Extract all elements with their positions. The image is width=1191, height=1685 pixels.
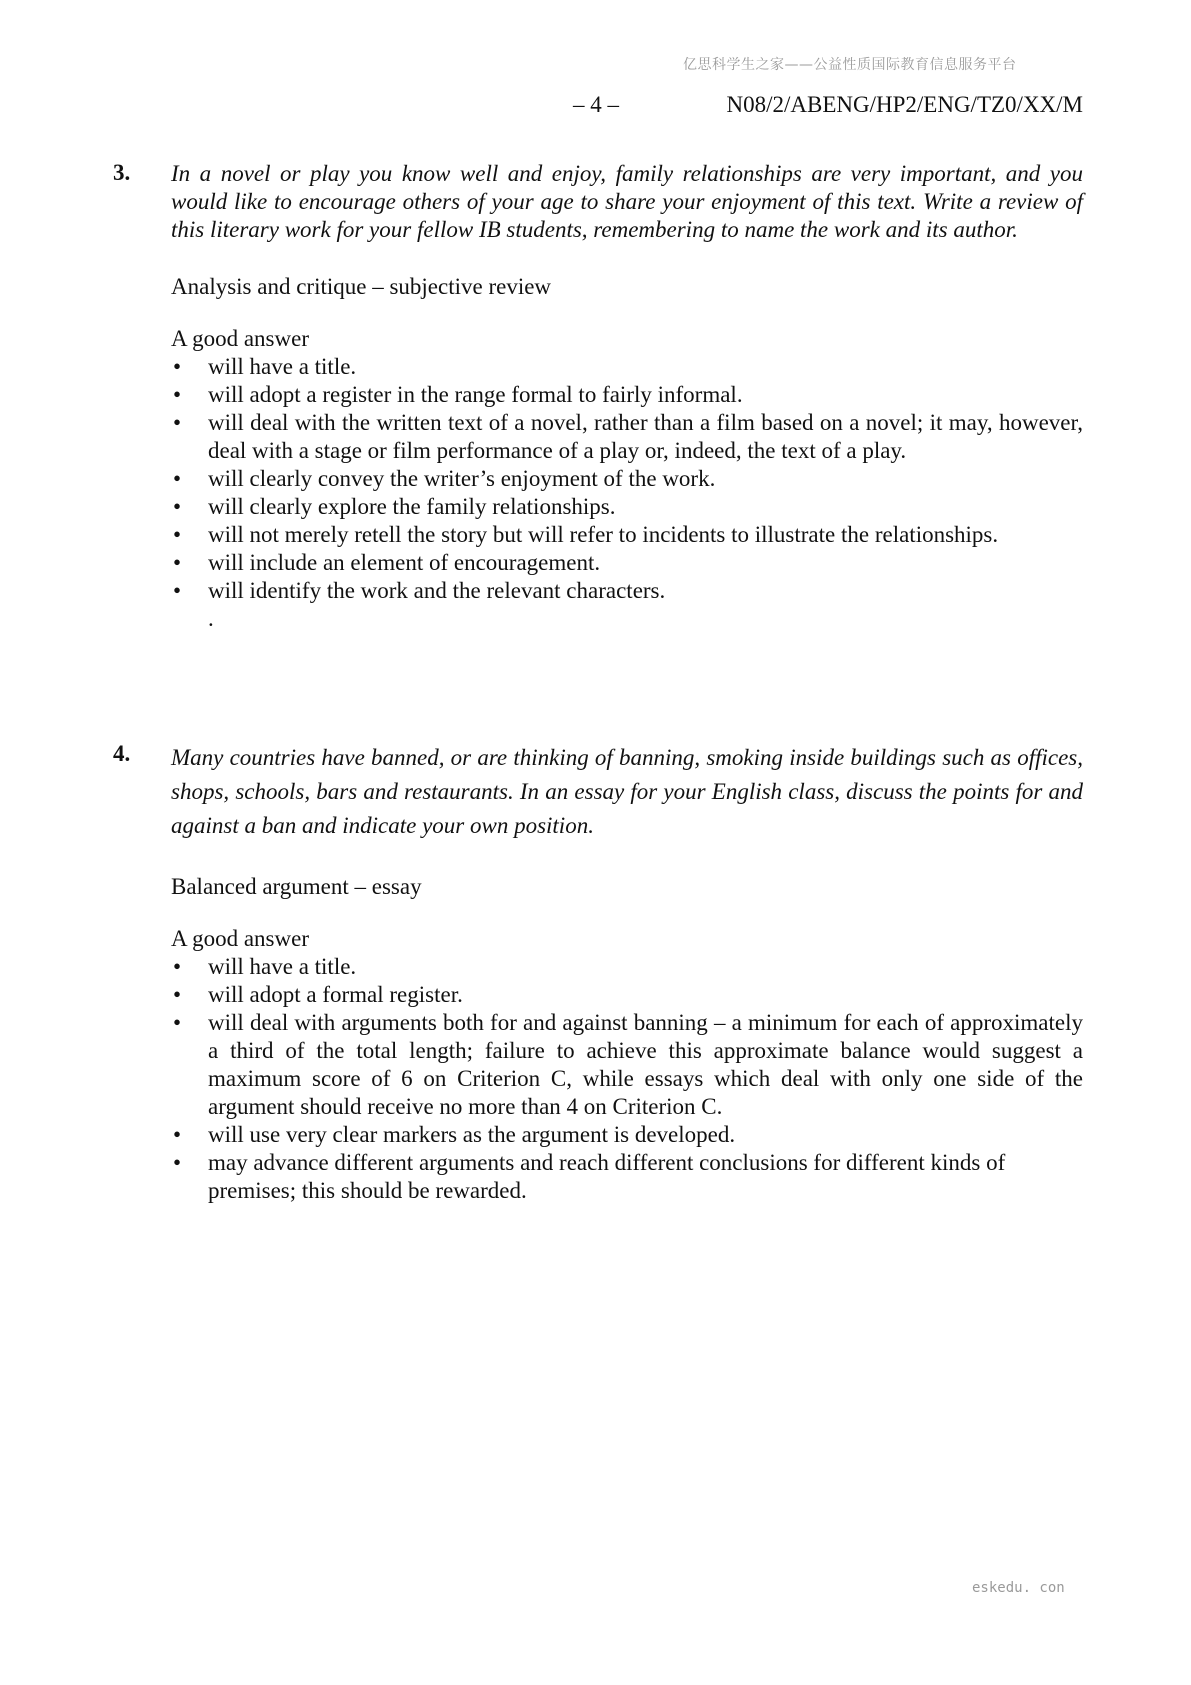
question-number: 3.: [113, 160, 131, 185]
list-item: • will clearly explore the family relationships.: [173, 494, 616, 519]
trailing-mark: .: [208, 606, 214, 631]
question-prompt: Many countries have banned, or are thinking of banning, smoking inside buildings such as offices, shops, schools, bars and restaurants. In an essay for your English class, discuss the points for and against a ban and indicate your own position.: [171, 745, 1083, 838]
question-type-label: Balanced argument – essay: [171, 874, 422, 899]
list-item: • will have a title.: [173, 954, 357, 979]
list-item: • may advance different arguments and reach different conclusions for different kinds of premises; this should be rewarded.: [173, 1150, 1006, 1203]
bullet-icon: •: [173, 354, 182, 379]
answer-intro: A good answer: [171, 926, 309, 951]
document-code: N08/2/ABENG/HP2/ENG/TZ0/XX/M: [726, 92, 1083, 117]
bullet-icon: •: [173, 954, 182, 979]
question-number: 4.: [113, 741, 131, 766]
watermark-text: 亿思科学生之家——公益性质国际教育信息服务平台: [683, 57, 1017, 73]
question-4: [113, 741, 1083, 1205]
bullet-icon: •: [173, 982, 182, 1007]
bullet-icon: •: [173, 522, 182, 547]
list-item: • will not merely retell the story but will refer to incidents to illustrate the relationships.: [173, 522, 999, 547]
bullet-icon: •: [173, 494, 182, 519]
bullet-icon: •: [173, 578, 182, 603]
bullet-icon: •: [173, 1010, 182, 1035]
bullet-icon: •: [173, 1150, 182, 1175]
footer-watermark: eskedu. con: [972, 1580, 1065, 1596]
list-item: • will include an element of encouragement.: [173, 550, 601, 575]
bullet-icon: •: [173, 410, 182, 435]
list-item: • will deal with arguments both for and against banning – a minimum for each of approximately a third of the total length; failure to achieve this approximate balance would suggest a maximum score of 6 on Criterion C, while essays which deal with only one side of the argument should receive no more than 4 on Criterion C.: [173, 1010, 1083, 1119]
question-type-label: Analysis and critique – subjective review: [171, 274, 552, 299]
answer-intro: A good answer: [171, 326, 309, 351]
bullet-icon: •: [173, 382, 182, 407]
list-item: • will adopt a register in the range formal to fairly informal.: [173, 382, 743, 407]
bullet-icon: •: [173, 1122, 182, 1147]
list-item: • will have a title.: [173, 354, 357, 379]
bullet-icon: •: [173, 466, 182, 491]
list-item: • will clearly convey the writer’s enjoyment of the work.: [173, 466, 716, 491]
list-item: • will identify the work and the relevant characters.: [173, 578, 666, 603]
criteria-list: [171, 953, 1083, 1205]
list-item: • will deal with the written text of a novel, rather than a film based on a novel; it may, however, deal with a stage or film performance of a play or, indeed, the text of a play.: [173, 410, 1083, 463]
bullet-icon: •: [173, 550, 182, 575]
list-item: • will adopt a formal register.: [173, 982, 463, 1007]
question-prompt: In a novel or play you know well and enjoy, family relationships are very important, and you would like to encourage others of your age to share your enjoyment of this text. Write a review of this literary work for your fellow IB students, remembering to name the work and its author.: [171, 161, 1083, 242]
page-number: – 4 –: [573, 92, 619, 117]
criteria-list: [171, 353, 1083, 605]
question-3: [113, 160, 1083, 633]
list-item: • will use very clear markers as the argument is developed.: [173, 1122, 736, 1147]
